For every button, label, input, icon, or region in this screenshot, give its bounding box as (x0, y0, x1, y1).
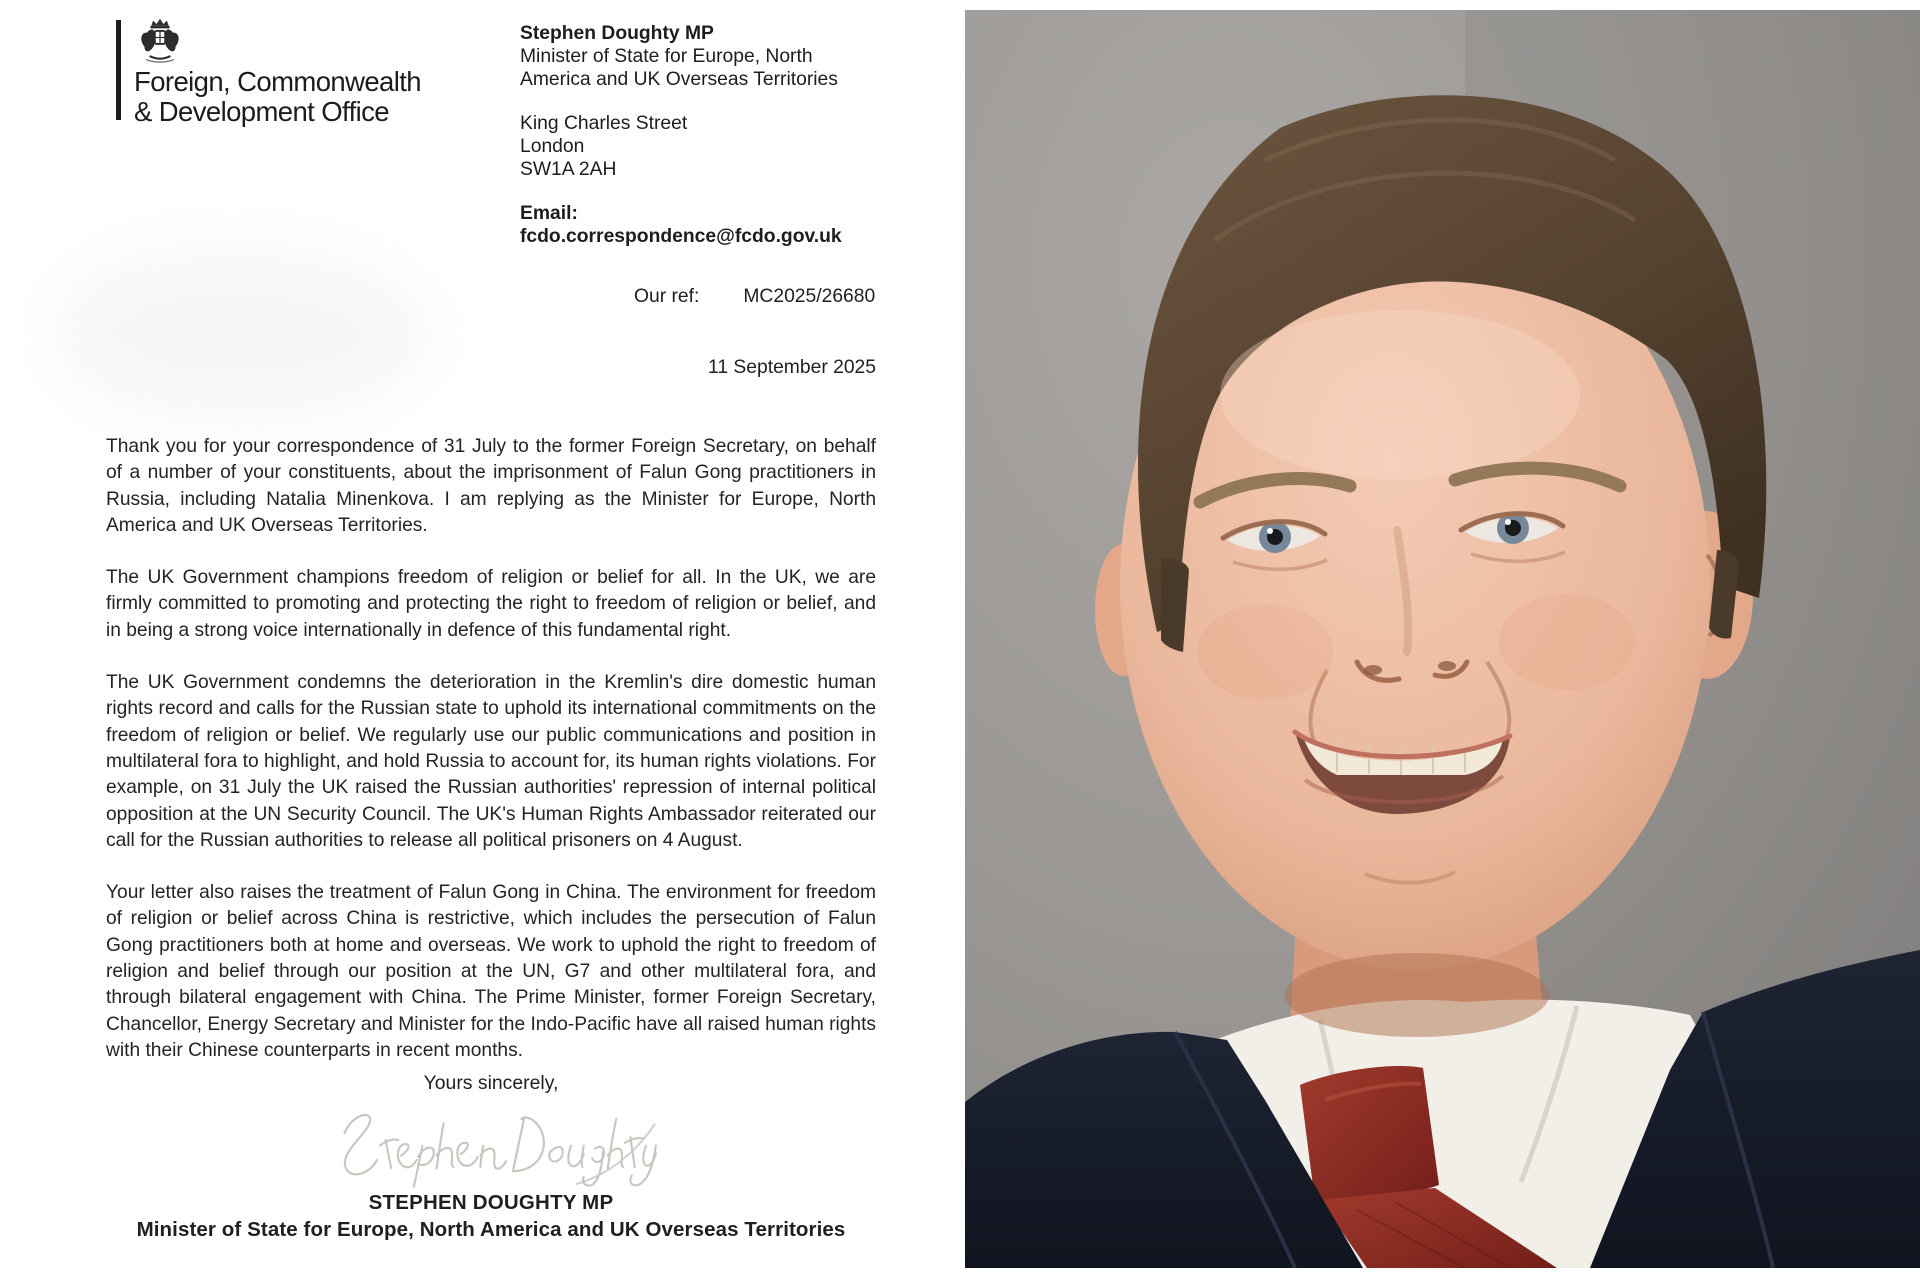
reference-value: MC2025/26680 (743, 286, 876, 307)
paragraph: Thank you for your correspondence of 31 July to the former Foreign Secretary, on behalf of a number of your constituents, about the imprisonment of Falun Gong practitioners in Russia, including Natalia Minenkova. I am replying as the Minister for Europe, North America and UK Overseas Territories. (106, 436, 876, 536)
email-label: Email: (520, 203, 578, 224)
royal-crest-icon (134, 18, 186, 63)
logo-text-line2: & Development Office (134, 96, 389, 127)
sender-address-line3: SW1A 2AH (520, 159, 617, 180)
redacted-recipient (58, 246, 428, 421)
logo-bar (116, 20, 121, 120)
fcdo-logo (116, 20, 421, 127)
sender-block (520, 22, 842, 248)
letter-page (106, 0, 876, 1280)
letter-body (106, 434, 876, 1082)
closing-block (106, 1072, 876, 1242)
letter-date: 11 September 2025 (708, 357, 876, 378)
logo-text-line1: Foreign, Commonwealth (134, 66, 421, 97)
closing-salutation: Yours sincerely, (423, 1072, 559, 1094)
portrait-photo (965, 10, 1920, 1268)
sender-address-line1: King Charles Street (520, 113, 688, 134)
reference-label: Our ref: (634, 286, 700, 307)
sender-title-line2: America and UK Overseas Territories (520, 69, 838, 90)
portrait-illustration (965, 10, 1920, 1268)
sender-name: Stephen Doughty MP (520, 23, 714, 44)
handwritten-signature (291, 1099, 691, 1191)
signoff-title: Minister of State for Europe, North America and UK Overseas Territories (136, 1218, 846, 1241)
paragraph: The UK Government champions freedom of religion or belief for all. In the UK, we are firmly committed to promoting and protecting the right to freedom of religion or belief, and in being a strong voice internationally in defence of this fundamental right. (106, 567, 876, 641)
sender-address-line2: London (520, 136, 585, 157)
email-value: fcdo.correspondence@fcdo.gov.uk (520, 226, 842, 247)
sender-title-line1: Minister of State for Europe, North (520, 46, 813, 67)
reference-row (634, 286, 875, 308)
paragraph: Your letter also raises the treatment of Falun Gong in China. The environment for freedom of religion or belief across China is restrictive, which includes the persecution of Falun Gong practitioners both at home and overseas. We work to uphold the right to freedom of religion and belief through our position at the UN, G7 and other multilateral fora, and through bilateral engagement with China. The Prime Minister, former Foreign Secretary, Chancellor, Energy Secretary and Minister for the Indo-Pacific have all raised human rights with their Chinese counterparts in recent months. (106, 882, 876, 1061)
paragraph: The UK Government condemns the deterioration in the Kremlin's dire domestic human rights record and calls for the Russian state to uphold its international commitments on the freedom of religion or belief. We regularly use our public communications and position in multilateral fora to highlight, and hold Russia to account for, its human rights violations. For example, on 31 July the UK raised the Russian authorities' repression of internal political opposition at the UN Security Council. The UK's Human Rights Ambassador reiterated our call for the Russian authorities to release all political prisoners on 4 August. (106, 672, 876, 851)
signoff-name: STEPHEN DOUGHTY MP (368, 1191, 614, 1214)
